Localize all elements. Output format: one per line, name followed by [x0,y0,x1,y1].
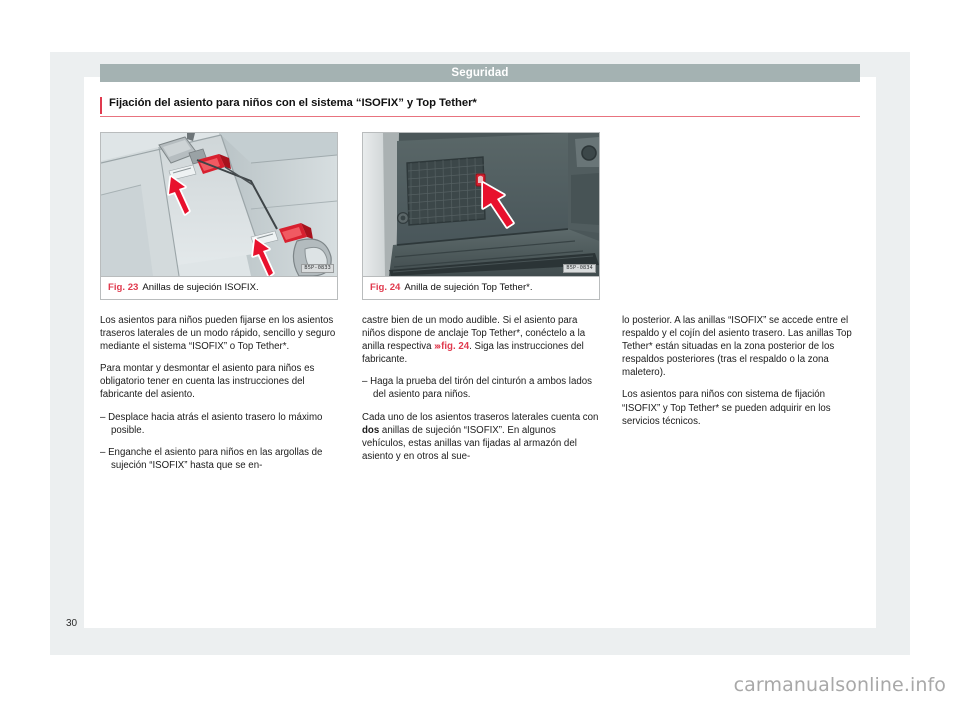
list-item: – Haga la prueba del tirón del cinturón a ambos lados del asiento para niños. [362,376,592,401]
figure-23-number: Fig. 23 [108,282,139,293]
figure-24-image-code: B5P-0834 [563,264,596,273]
page-number: 30 [66,618,78,629]
paragraph: Para montar y desmontar el asiento para niños es obligatorio tener en cuenta las instrucciones del fabricante del asiento. [100,363,315,401]
list-item-text: Haga la prueba del tirón del cinturón a ambos lados del asiento para niños. [370,376,592,401]
section-heading-accent-bar [100,97,102,114]
cross-reference-link[interactable] [434,341,469,352]
paragraph: Los asientos para niños pueden fijarse en los asientos traseros laterales de un modo rápido, sencillo y seguro mediante el sistema “ISOFIX” o Top Tether*. [100,315,336,353]
page-title: Fijación del asiento para niños con el sistema “ISOFIX” y Top Tether* [109,97,477,109]
paragraph-text-before-bold: Cada uno de los asientos traseros laterales cuenta con [362,411,599,423]
section-heading [100,97,860,117]
figure-23-caption [101,276,337,299]
chevron-right-icon: ››› [434,341,440,353]
top-tether-anchor-illustration [363,133,599,276]
list-item-text: Desplace hacia atrás el asiento trasero lo máximo posible. [108,411,323,436]
figure-23 [100,132,338,300]
body-column-1 [100,314,338,472]
figure-24-image [363,133,599,276]
body-column-2 [362,314,600,463]
running-header: Seguridad [100,64,860,82]
list-item: – Enganche el asiento para niños en las argollas de sujeción “ISOFIX” hasta que se en- [100,446,323,471]
body-column-3 [622,314,860,428]
cross-reference-label: fig. 24 [441,341,470,353]
figure-24 [362,132,600,300]
figure-24-number: Fig. 24 [370,282,401,293]
paragraph: lo posterior. A las anillas “ISOFIX” se accede entre el respaldo y el cojín del asiento trasero. Las anillas Top Tether* están situadas en la zona posterior de los respaldos posteriores (tras el respaldo o la zona maletero). [622,315,852,379]
figure-23-image-code: B5P-0833 [301,264,334,273]
emphasis-text: dos [362,424,380,436]
figure-23-image [101,133,337,276]
watermark: carmanualsonline.info [733,674,946,696]
list-item: – Desplace hacia atrás el asiento trasero lo máximo posible. [100,411,323,436]
paragraph-text-after-xref: . Siga las instrucciones del fabricante. [362,341,584,366]
paragraph-text-before-xref: castre bien de un modo audible. Si el asiento para niños dispone de anclaje Top Tether*, conéctelo a la anilla respectiva [362,315,586,353]
figure-23-caption-text: Anillas de sujeción ISOFIX. [142,282,259,293]
figure-24-caption [363,276,599,299]
paragraph [362,314,600,366]
paragraph: Los asientos para niños con sistema de fijación “ISOFIX” y Top Tether* se pueden adquirir en los servicios técnicos. [622,389,831,427]
paragraph-text-after-bold: anillas de sujeción “ISOFIX”. En algunos vehículos, estas anillas van fijadas al armazón del asiento y en otros al sue- [362,424,577,462]
paragraph [362,411,600,463]
figure-24-caption-text: Anilla de sujeción Top Tether*. [404,282,533,293]
isofix-anchor-illustration [101,133,337,276]
list-item-text: Enganche el asiento para niños en las argollas de sujeción “ISOFIX” hasta que se en- [108,446,323,471]
